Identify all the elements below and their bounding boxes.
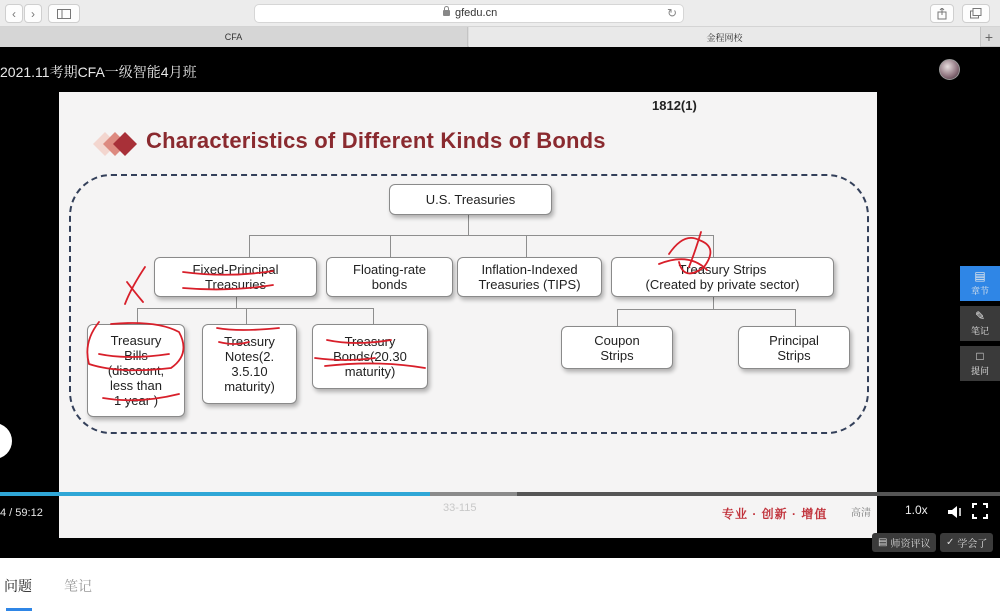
browser-toolbar <box>0 0 1000 27</box>
sidebar-item-label: 章节 <box>970 286 989 296</box>
node-root <box>389 184 552 215</box>
tab-questions[interactable]: 问题 <box>4 578 32 594</box>
connector-line <box>468 215 469 235</box>
node-label: Coupon <box>594 332 640 348</box>
node-label: Inflation-Indexed <box>481 262 578 277</box>
connector-line <box>249 235 250 257</box>
connector-line <box>617 309 618 326</box>
node-label: less than <box>109 378 163 393</box>
node-label: Treasuries <box>205 277 266 292</box>
node-label: Treasury <box>344 334 396 349</box>
tab-notes[interactable]: 笔记 <box>64 578 92 594</box>
progress-bar[interactable] <box>0 492 1000 496</box>
node-label: Notes(2. <box>224 349 275 364</box>
node-label: (Created by private sector) <box>645 277 800 292</box>
node-label: Treasury Strips <box>678 262 767 277</box>
connector-line <box>137 308 138 324</box>
chat-icon: ▤ <box>878 537 888 548</box>
connector-line <box>390 235 391 257</box>
node-label: Floating-rate <box>353 262 426 277</box>
learned-button[interactable] <box>940 533 993 552</box>
sidebar-item-notes[interactable] <box>960 306 1000 341</box>
node-label: maturity) <box>224 379 275 394</box>
address-bar[interactable] <box>254 4 684 23</box>
course-title: 2021.11考期CFA一级智能4月班 <box>0 64 197 80</box>
node-fixed-principal <box>154 257 317 297</box>
new-tab-button[interactable] <box>982 27 996 47</box>
connector-line <box>713 297 714 309</box>
connector-line <box>795 309 796 326</box>
avatar[interactable] <box>939 59 960 80</box>
node-label: Principal <box>769 332 819 348</box>
node-label: Bonds(20.30 <box>333 349 407 364</box>
lecture-slide <box>59 92 877 538</box>
time-display: 4 / 59:12 <box>0 507 43 519</box>
chapter-icon: ▤ <box>974 269 986 283</box>
node-label: Fixed-Principal <box>192 262 279 277</box>
node-coupon-strips <box>561 326 673 369</box>
playback-speed[interactable]: 1.0x <box>905 503 928 517</box>
bottom-tabs <box>0 558 1000 612</box>
note-icon: ✎ <box>974 309 986 323</box>
sidebar-item-chapter[interactable] <box>960 266 1000 301</box>
slide-title: Characteristics of Different Kinds of Bonds <box>146 128 606 153</box>
connector-line <box>137 308 373 309</box>
learned-label: 学会了 <box>957 539 988 550</box>
node-treasury-strips <box>611 257 834 297</box>
fullscreen-icon[interactable] <box>972 503 988 519</box>
connector-line <box>713 235 714 257</box>
active-tab-indicator <box>6 608 32 611</box>
node-tips <box>457 257 602 297</box>
node-label: Bills <box>124 348 148 363</box>
node-label: bonds <box>371 277 408 292</box>
node-label: (discount, <box>107 363 165 378</box>
node-root-label: U.S. Treasuries <box>425 192 516 207</box>
node-label: maturity) <box>344 364 396 379</box>
node-principal-strips <box>738 326 850 369</box>
connector-line <box>373 308 374 324</box>
quality-badge[interactable]: 高清 <box>851 508 871 519</box>
connector-line <box>617 309 795 310</box>
check-icon: ✓ <box>946 537 955 548</box>
slogan-watermark: 专业 · 创新 · 增值 <box>722 507 828 521</box>
node-label: Treasury <box>224 334 275 349</box>
node-label: Strips <box>777 347 811 363</box>
review-label: 师资评议 <box>890 539 931 550</box>
sidebar-icon <box>57 9 71 19</box>
play-button[interactable] <box>0 423 12 459</box>
lock-icon <box>443 10 450 16</box>
node-treasury-bills <box>87 324 185 417</box>
node-floating-rate <box>326 257 453 297</box>
connector-line <box>526 235 527 257</box>
reload-icon[interactable]: ↻ <box>666 6 677 20</box>
sidebar-item-question[interactable] <box>960 346 1000 381</box>
tabs-overview-button[interactable] <box>962 4 990 23</box>
chevron-right-icon: › <box>31 6 35 21</box>
current-time: 4 <box>0 507 7 519</box>
total-time: 59:12 <box>15 507 43 519</box>
slide-code: 1812(1) <box>652 98 697 113</box>
node-treasury-notes <box>202 324 297 404</box>
browser-tab-bar <box>0 27 1000 47</box>
volume-icon[interactable] <box>947 505 963 522</box>
node-label: 1 year ) <box>113 393 159 408</box>
sidebar-toggle-button[interactable] <box>48 4 80 23</box>
back-button[interactable] <box>5 4 23 23</box>
url-text: gfedu.cn <box>455 7 498 19</box>
node-label: Treasuries (TIPS) <box>478 277 581 292</box>
sidebar-item-label: 笔记 <box>970 326 989 336</box>
node-treasury-bonds <box>312 324 428 389</box>
question-icon: □ <box>976 349 984 363</box>
slide-page-number: 33-115 <box>443 502 477 514</box>
connector-line <box>249 235 713 236</box>
connector-line <box>236 297 237 308</box>
tabs-icon <box>970 8 982 19</box>
forward-button[interactable] <box>24 4 42 23</box>
browser-tab-cfa[interactable]: CFA <box>0 27 468 47</box>
share-icon <box>937 8 947 20</box>
share-button[interactable] <box>930 4 954 23</box>
browser-tab-jincheng[interactable]: 金程网校 <box>469 27 981 47</box>
video-player[interactable] <box>0 47 1000 558</box>
progress-fill <box>0 492 430 496</box>
connector-line <box>246 308 247 324</box>
chevron-left-icon: ‹ <box>12 6 16 21</box>
node-label: 3.5.10 <box>231 364 268 379</box>
plus-icon: + <box>984 29 994 45</box>
node-label: Treasury <box>110 333 162 348</box>
sidebar-item-label: 提问 <box>970 366 989 376</box>
node-label: Strips <box>600 347 634 363</box>
title-diamond-icon <box>81 129 141 159</box>
review-button[interactable] <box>872 533 936 552</box>
